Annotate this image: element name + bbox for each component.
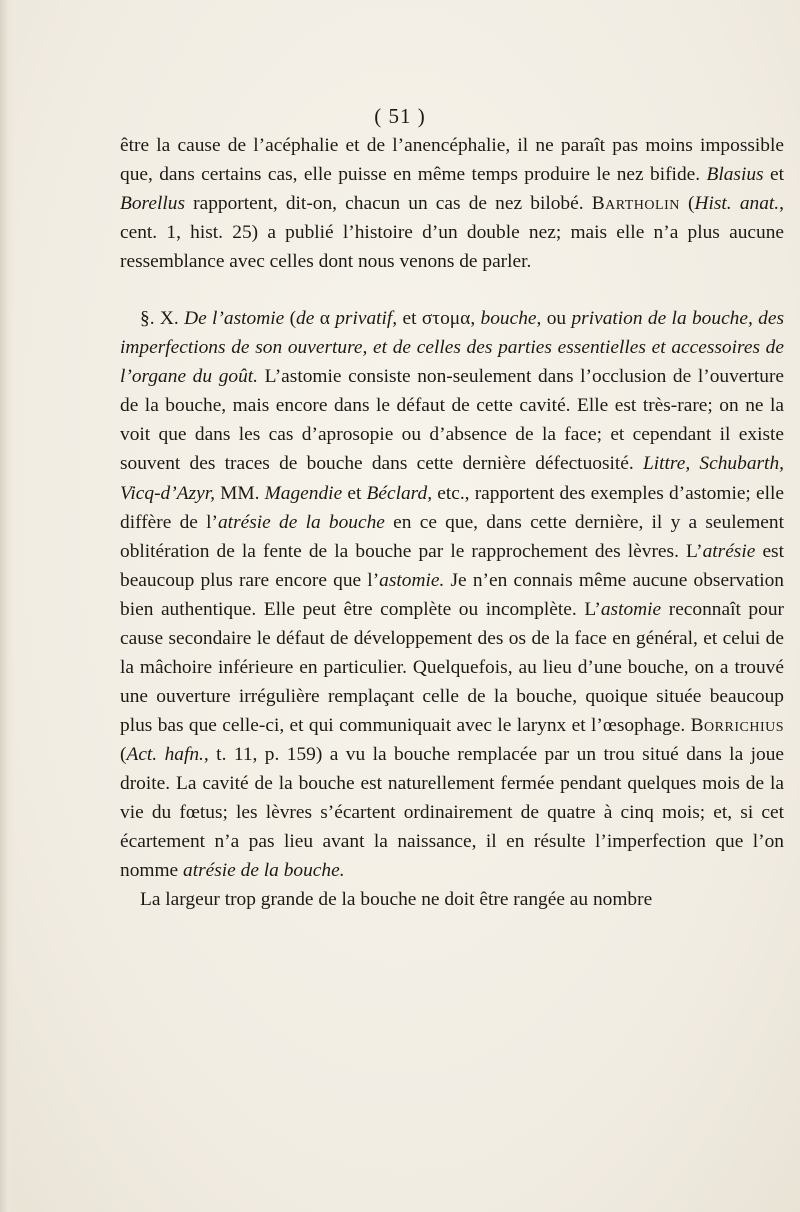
text-run: La largeur trop grande de la bouche ne doit être rangée au nombre [140,889,653,911]
text-run: rapportent, dit-on, chacun un cas de nez bilobé. [185,193,592,215]
author-name: Blasius [706,164,764,186]
text-run: reconnaît pour cause secondaire le défaut de développement des os de la face en général, et celui de la mâchoire inférieure en particulier. Quelquefois, au lieu d’une bouche, on a trouvé une ouverture irrégulière remplaçant celle de la bouche, quoique située beaucoup plus bas que celle-ci, et qui communiquait avec le larynx et l’œsophage. [120,598,784,736]
author-name: Borrichius [690,714,784,736]
author-name: Bartholin [591,193,680,215]
page-left-edge [0,0,14,1212]
text-run-italic: de [296,308,315,330]
paragraph-2 [120,304,784,885]
text-run: , t. 11, p. 159) a vu la bouche remplacée par un trou situé dans la joue droite. La cavité de la bouche est naturellement fermée pendant quelques mois de la vie du fœtus; les lèvres s’écartent ordinairement de quatre à cinq mois; et, si cet écartement n’a pas lieu avant la naissance, il en résulte l’imperfection que l’on nomme [120,743,784,882]
paragraph-gap [120,276,784,304]
text-run-italic: privatif, [335,308,398,330]
text-run: en ce que, dans cette dernière, il y a seulement oblitération de la fente de la bouche par le rapprochement des lèvres. L’ [120,511,784,562]
text-run: etc., rapportent des exemples d’astomie; elle diffère de l’ [120,482,784,533]
term: astomie [600,598,662,620]
section-subtitle: privation de la bouche, des imperfections de son ouverture, et de celles des parties essentielles et accessoires de l’organe du goût. [120,308,785,388]
term: atrésie de la bouche. [183,860,345,882]
term: atrésie [702,540,756,562]
paragraph-1 [120,131,784,276]
text-run: α [314,308,336,330]
text-run: et [342,482,367,504]
text-run-italic: bouche [480,308,537,330]
author-name: Borellus [120,193,185,215]
text-run: Je n’en connais même aucune observation bien authentique. Elle peut être complète ou incomplète. L’ [120,569,784,620]
author-name: Béclard, [366,482,433,504]
term: astomie. [379,569,445,591]
section-title: De l’astomie [184,308,285,330]
text-run: L’astomie consiste non-seulement dans l’occlusion de l’ouverture de la bouche, mais encore dans le défaut de cette cavité. Elle est très-rare; on ne la voit que dans les cas d’aprosopie ou d’absence de la face; et cependant il existe souvent des traces de bouche dans cette dernière défectuosité. [120,366,785,475]
author-names: Littre, Schubarth, Vicq-d’Azyr, [120,453,784,504]
text-run: ( [120,743,127,765]
text-run: MM. [214,482,265,504]
text-run: ( [679,193,695,215]
text-run: être la cause de l’acéphalie et de l’anencéphalie, il ne paraît pas moins impossible que, dans certains cas, elle puisse en même temps produire le nez bifide. [120,135,784,186]
citation-title: Act. hafn. [126,743,204,765]
text-run: et [763,164,784,186]
body-text [120,131,784,914]
paragraph-3 [120,885,784,914]
text-run: , ou [536,308,572,330]
text-run: est beaucoup plus rare encore que l’ [120,540,784,591]
citation-title: Hist. anat. [694,193,780,215]
author-name: Magendie [264,482,343,504]
section-marker: §. X. [140,308,185,330]
term: atrésie de la bouche [217,511,385,533]
text-run: et στομα, [397,308,481,330]
text-run: ( [284,308,297,330]
text-run: , cent. 1, hist. 25) a publié l’histoire d’un double nez; mais elle n’a plus aucune ressemblance avec celles dont nous venons de parler. [120,193,784,273]
page-number: ( 51 ) [374,104,426,128]
